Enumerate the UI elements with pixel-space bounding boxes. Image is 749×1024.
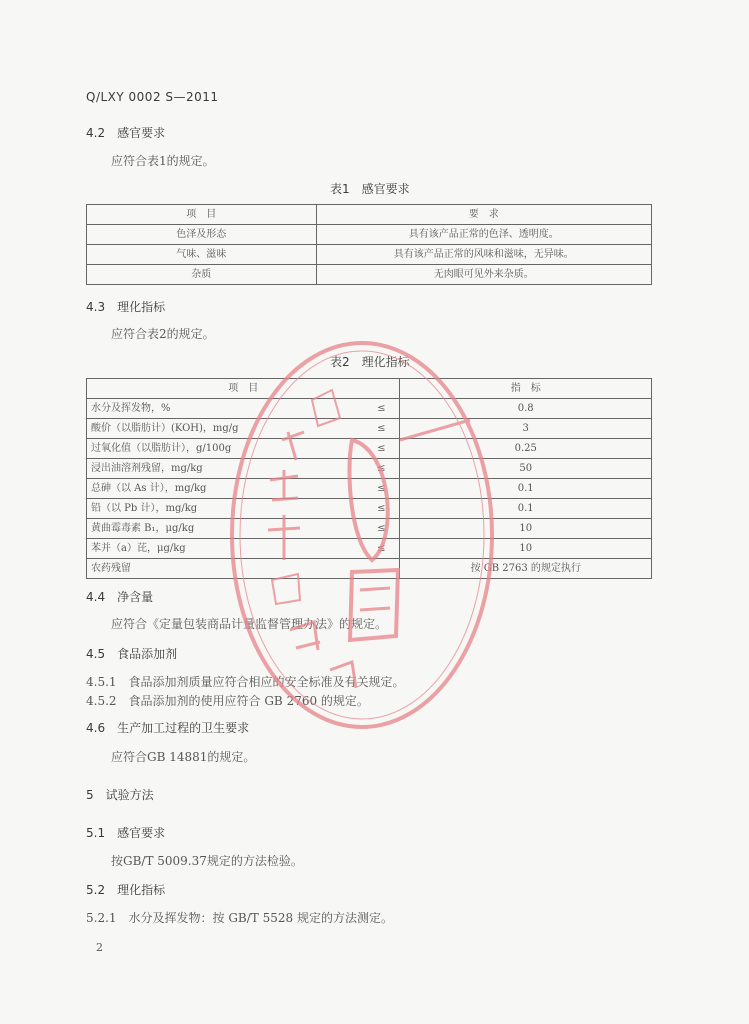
table-row: [87, 459, 652, 479]
section-5-2-1-text: 5.2.1 水分及挥发物：按 GB/T 5528 规定的方法测定。: [86, 911, 393, 925]
table-header-row: [87, 205, 652, 225]
table-cell-limit: ≤: [266, 439, 400, 459]
section-5-title: 5 试验方法: [86, 788, 154, 802]
table-cell-value: 10: [400, 539, 652, 559]
table2-physicochemical-indicators: [86, 378, 652, 579]
section-4-5-title: 4.5 食品添加剂: [86, 647, 178, 661]
table-cell-item: 水分及挥发物，%: [87, 399, 267, 419]
table-cell-value: 50: [400, 459, 652, 479]
table-row: [87, 519, 652, 539]
table-cell: 气味、滋味: [87, 245, 317, 265]
table-cell: 杂质: [87, 265, 317, 285]
standard-code-header: Q/LXY 0002 S—2011: [86, 90, 219, 104]
section-4-3-title: 4.3 理化指标: [86, 300, 166, 314]
table-cell-item: 总砷（以 As 计），mg/kg: [87, 479, 267, 499]
table-cell-item: 黄曲霉毒素 B₁，μg/kg: [87, 519, 267, 539]
table-header-cell: 项 目: [87, 205, 317, 225]
table-row: [87, 439, 652, 459]
table-cell: 无肉眼可见外来杂质。: [316, 265, 651, 285]
section-5-1-title: 5.1 感官要求: [86, 826, 166, 840]
table-cell-item: 铅（以 Pb 计），mg/kg: [87, 499, 267, 519]
table-cell-limit: ≤: [266, 399, 400, 419]
table-cell-value: 0.25: [400, 439, 652, 459]
table-header-cell: 项 目: [87, 379, 400, 399]
section-4-4-title: 4.4 净含量: [86, 590, 154, 604]
table-cell-value: 10: [400, 519, 652, 539]
table-row: [87, 399, 652, 419]
table-header-row: [87, 379, 652, 399]
table-row: [87, 419, 652, 439]
table1-sensory-requirements: [86, 204, 652, 285]
table-cell-item: 浸出油溶剂残留，mg/kg: [87, 459, 267, 479]
section-5-1-text: 按GB/T 5009.37规定的方法检验。: [111, 854, 303, 868]
table-cell-limit: ≤: [266, 479, 400, 499]
table-header-cell: 要 求: [316, 205, 651, 225]
table-row: [87, 479, 652, 499]
table-row: [87, 265, 652, 285]
section-4-2-text: 应符合表1的规定。: [111, 154, 215, 168]
table-row: [87, 499, 652, 519]
section-5-2-title: 5.2 理化指标: [86, 883, 166, 897]
section-4-6-text: 应符合GB 14881的规定。: [111, 750, 256, 764]
table-row: [87, 225, 652, 245]
table-row: [87, 539, 652, 559]
table1-caption: 表1 感官要求: [330, 182, 410, 196]
section-4-5-1-text: 4.5.1 食品添加剂质量应符合相应的安全标准及有关规定。: [86, 675, 405, 689]
table-header-cell: 指 标: [400, 379, 652, 399]
table-cell-limit: ≤: [266, 519, 400, 539]
section-4-5-2-text: 4.5.2 食品添加剂的使用应符合 GB 2760 的规定。: [86, 694, 369, 708]
table-cell: 具有该产品正常的风味和滋味，无异味。: [316, 245, 651, 265]
table-cell-item: 农药残留: [87, 559, 400, 579]
table-cell-limit: ≤: [266, 459, 400, 479]
table-cell-limit: ≤: [266, 499, 400, 519]
table-cell-value: 0.1: [400, 499, 652, 519]
table-cell-item: 苯并（a）芘，μg/kg: [87, 539, 267, 559]
table-cell-value: 按 GB 2763 的规定执行: [400, 559, 652, 579]
table-cell: 色泽及形态: [87, 225, 317, 245]
table-row: [87, 245, 652, 265]
table-cell-item: 酸价（以脂肪计）(KOH)，mg/g: [87, 419, 267, 439]
section-4-6-title: 4.6 生产加工过程的卫生要求: [86, 721, 250, 735]
table-cell-value: 0.1: [400, 479, 652, 499]
table-cell-limit: ≤: [266, 539, 400, 559]
section-4-4-text: 应符合《定量包装商品计量监督管理办法》的规定。: [111, 617, 388, 631]
section-4-3-text: 应符合表2的规定。: [111, 327, 215, 341]
table2-caption: 表2 理化指标: [330, 355, 410, 369]
table-row: [87, 559, 652, 579]
table-cell-value: 3: [400, 419, 652, 439]
table-cell: 具有该产品正常的色泽、透明度。: [316, 225, 651, 245]
table-cell-value: 0.8: [400, 399, 652, 419]
section-4-2-title: 4.2 感官要求: [86, 126, 166, 140]
seal-center-mark: [360, 588, 390, 610]
page-number: 2: [96, 941, 103, 954]
table-cell-item: 过氧化值（以脂肪计），g/100g: [87, 439, 267, 459]
table-cell-limit: ≤: [266, 419, 400, 439]
